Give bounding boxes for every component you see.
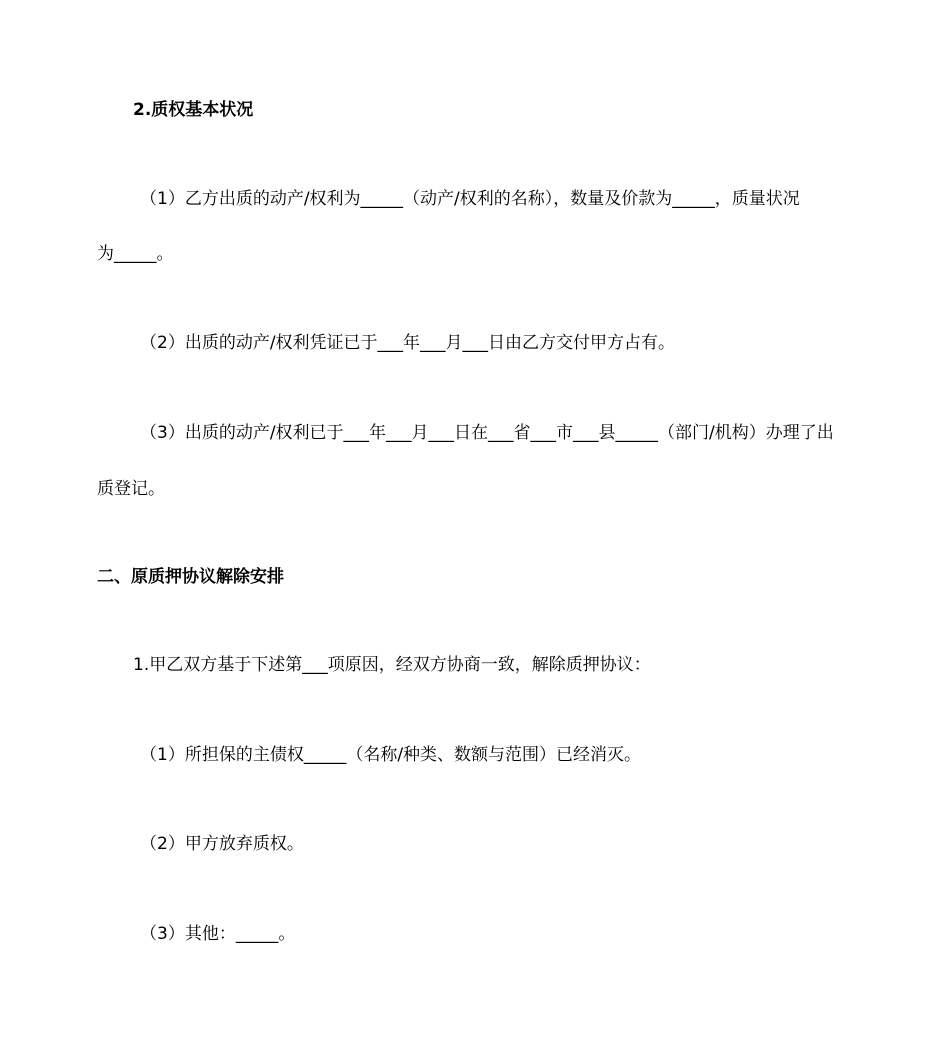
- sub-item-other: （3）其他：_____。: [140, 924, 296, 944]
- paragraph-registration-line2: 质登记。: [97, 479, 165, 499]
- item-termination-reason: 1.甲乙双方基于下述第___项原因，经双方协商一致，解除质押协议：: [133, 655, 651, 675]
- paragraph-pledged-property-line2: 为_____。: [97, 244, 174, 264]
- section-title: 2.质权基本状况: [133, 100, 254, 120]
- sub-item-pledge-waived: （2）甲方放弃质权。: [140, 834, 304, 854]
- sub-item-debt-extinguished: （1）所担保的主债权_____（名称/种类、数额与范围）已经消灭。: [140, 745, 642, 765]
- paragraph-registration-line1: （3）出质的动产/权利已于___年___月___日在___省___市___县_____（部门/机构）办理了出: [140, 423, 834, 443]
- paragraph-pledged-property-line1: （1）乙方出质的动产/权利为_____（动产/权利的名称），数量及价款为_____，质量状况: [140, 189, 800, 209]
- heading-termination-arrangement: 二、原质押协议解除安排: [97, 567, 284, 587]
- paragraph-certificate-delivery: （2）出质的动产/权利凭证已于___年___月___日由乙方交付甲方占有。: [140, 333, 676, 353]
